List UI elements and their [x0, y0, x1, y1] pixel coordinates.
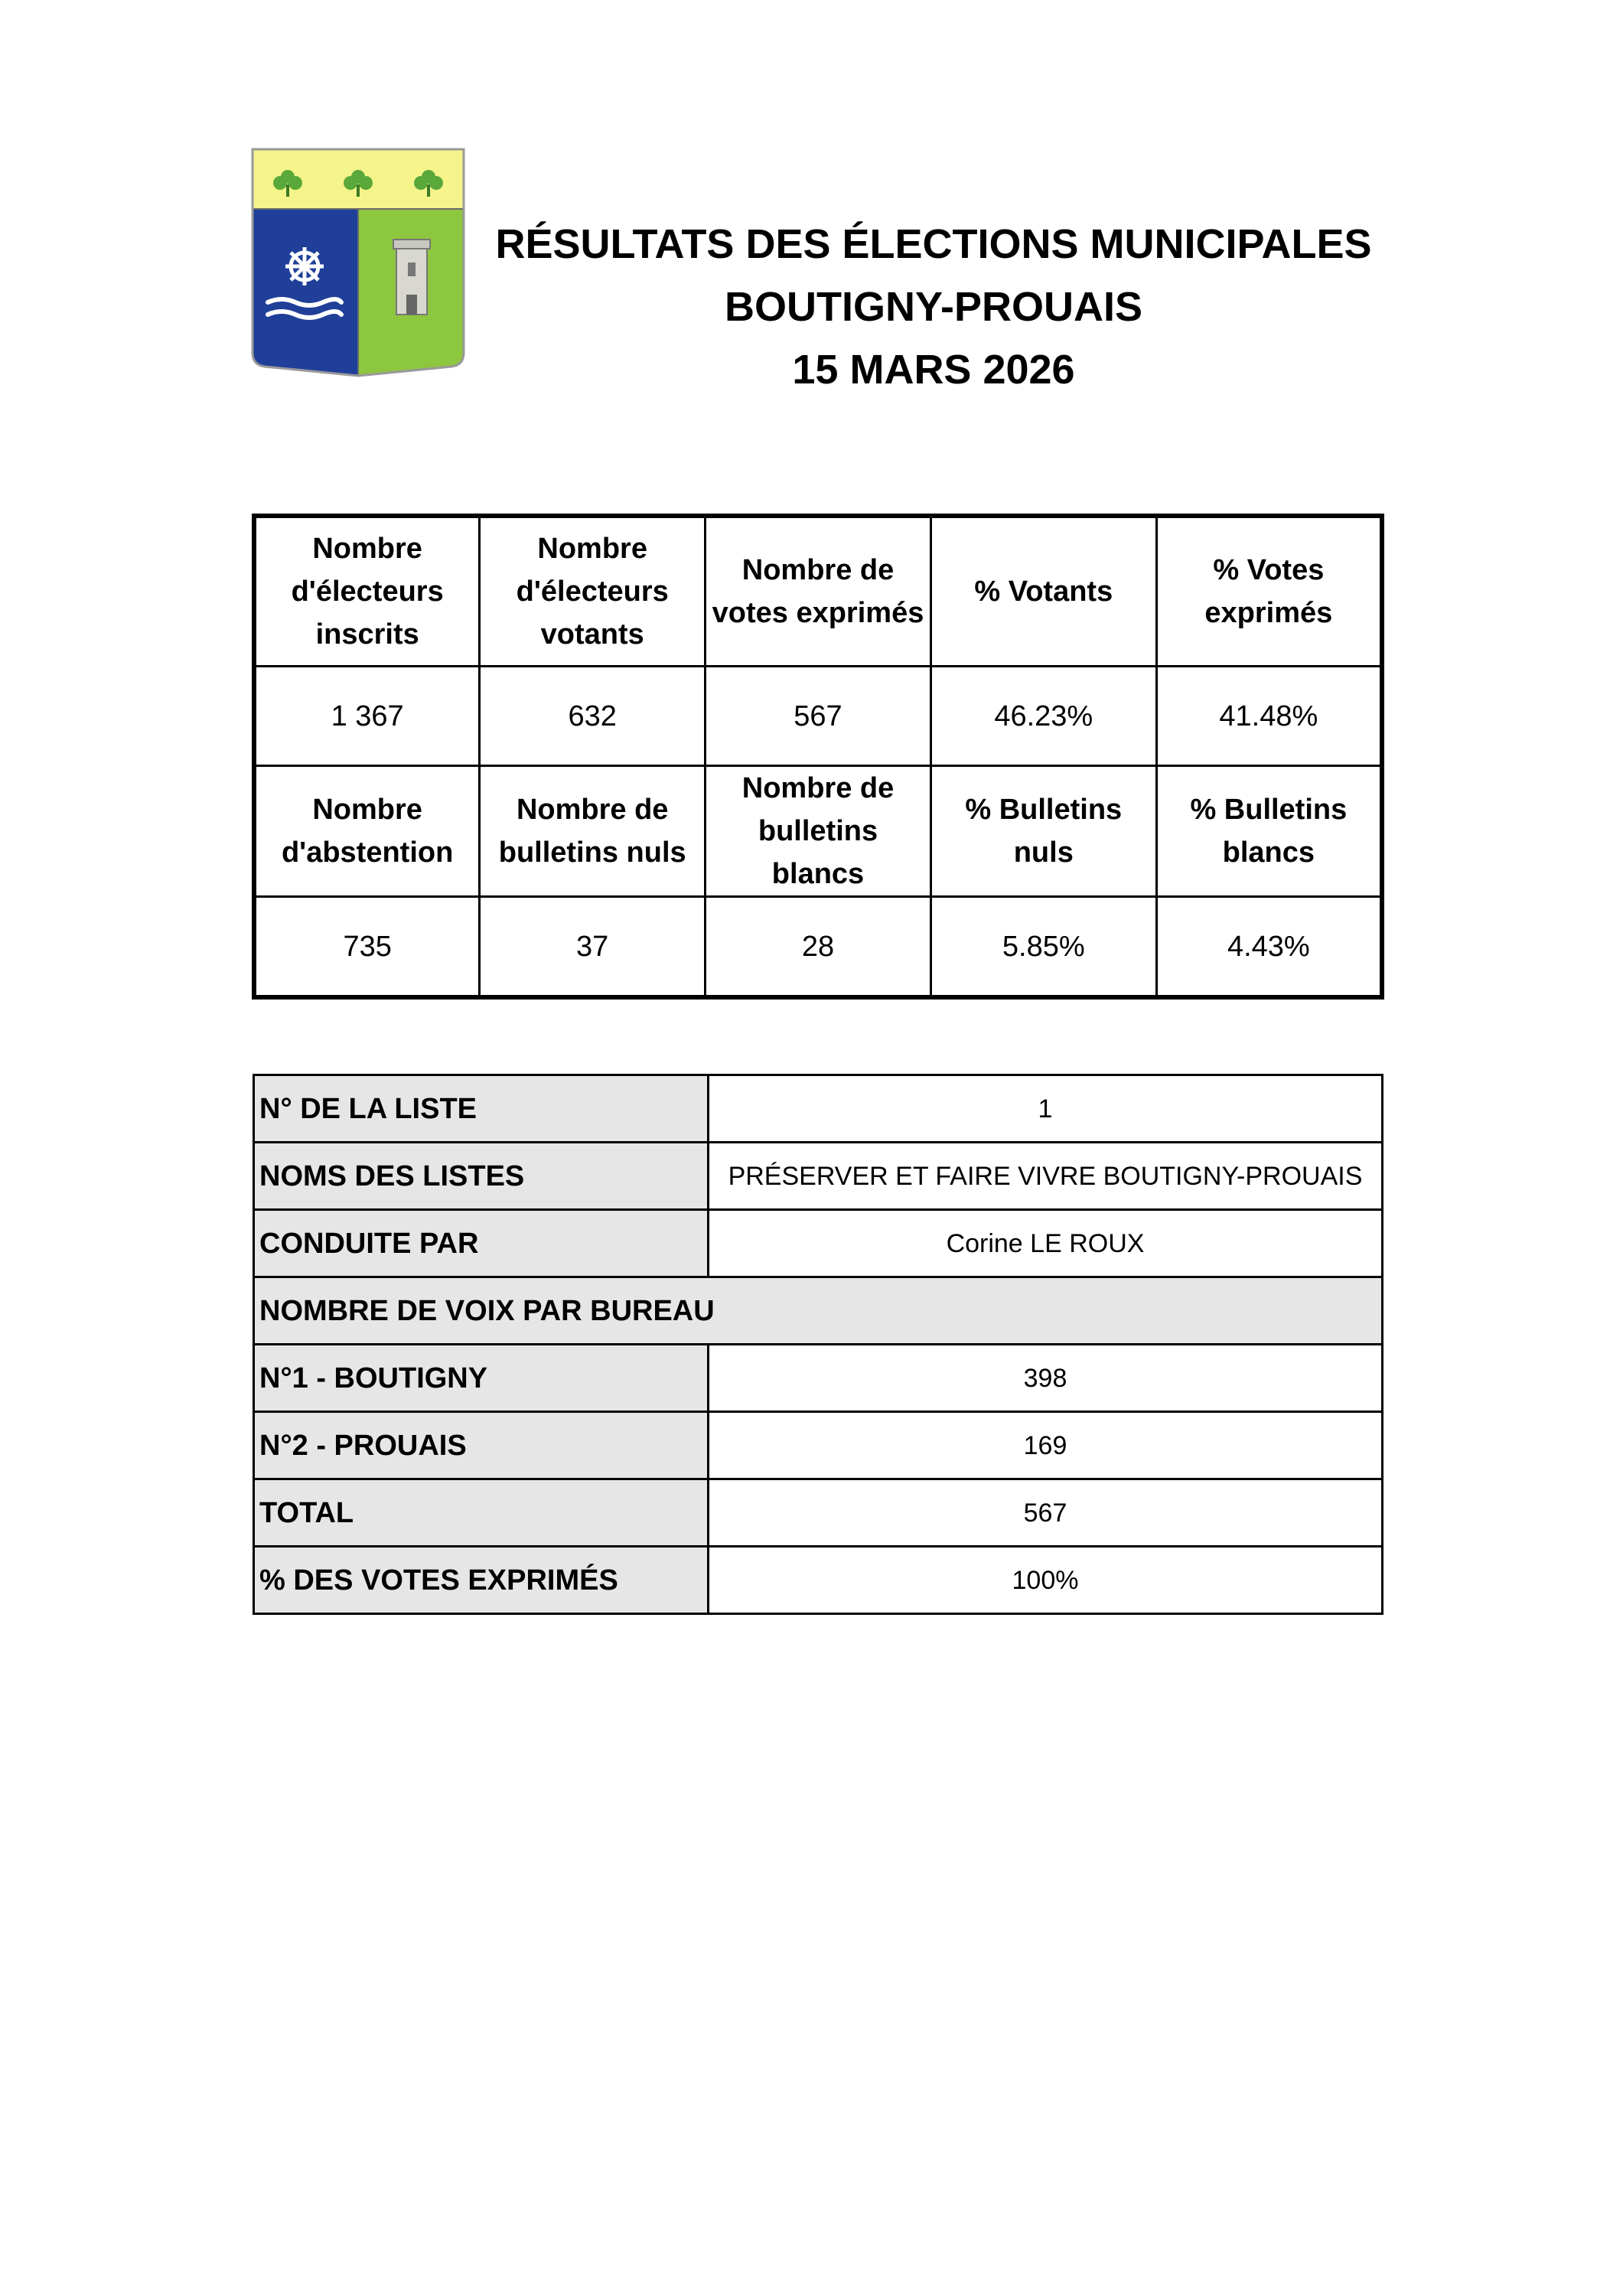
row-value: 1 — [709, 1075, 1383, 1143]
value-cell-abstention: 735 — [254, 897, 480, 998]
page-title — [474, 213, 1393, 401]
table-row — [254, 1412, 1383, 1479]
header-cell-pct-expressed: % Votes exprimés — [1156, 516, 1382, 667]
value-cell-null-ballots: 37 — [480, 897, 706, 998]
title-line: RÉSULTATS DES ÉLECTIONS MUNICIPALES — [495, 221, 1372, 267]
value-cell-expressed: 567 — [706, 667, 931, 766]
table-row — [254, 516, 1382, 667]
row-label: N°2 - PROUAIS — [254, 1412, 709, 1479]
table-row — [254, 1143, 1383, 1210]
table-row — [254, 897, 1382, 998]
header-cell-expressed: Nombre de votes exprimés — [706, 516, 931, 667]
row-label: TOTAL — [254, 1479, 709, 1547]
row-value: Corine LE ROUX — [709, 1210, 1383, 1277]
table-row — [254, 1479, 1383, 1547]
header-cell-pct-voters: % Votants — [930, 516, 1156, 667]
value-cell-pct-voters: 46.23% — [930, 667, 1156, 766]
table-row — [254, 667, 1382, 766]
row-value: 398 — [709, 1345, 1383, 1412]
table-row — [254, 1075, 1383, 1143]
row-label: CONDUITE PAR — [254, 1210, 709, 1277]
list-results-table — [253, 1074, 1383, 1615]
value-cell-pct-blank: 4.43% — [1156, 897, 1382, 998]
table-row — [254, 766, 1382, 897]
row-label: N°1 - BOUTIGNY — [254, 1345, 709, 1412]
section-label: NOMBRE DE VOIX PAR BUREAU — [254, 1277, 1383, 1345]
title-line: BOUTIGNY-PROUAIS — [724, 284, 1143, 330]
title-line: 15 MARS 2026 — [792, 347, 1075, 393]
row-value: 169 — [709, 1412, 1383, 1479]
coat-of-arms-logo — [251, 148, 465, 377]
value-cell-registered: 1 367 — [254, 667, 480, 766]
row-value: 567 — [709, 1479, 1383, 1547]
value-cell-blank-ballots: 28 — [706, 897, 931, 998]
value-cell-voters: 632 — [480, 667, 706, 766]
table-row — [254, 1345, 1383, 1412]
header-cell-pct-blank: % Bulletins blancs — [1156, 766, 1382, 897]
row-label: NOMS DES LISTES — [254, 1143, 709, 1210]
value-cell-pct-null: 5.85% — [930, 897, 1156, 998]
header-cell-registered: Nombre d'électeurs inscrits — [254, 516, 480, 667]
header-cell-pct-null: % Bulletins nuls — [930, 766, 1156, 897]
header-cell-blank-ballots: Nombre de bulletins blancs — [706, 766, 931, 897]
row-value: PRÉSERVER ET FAIRE VIVRE BOUTIGNY-PROUAIS — [709, 1143, 1383, 1210]
tower-icon — [393, 240, 430, 315]
header-cell-abstention: Nombre d'abstention — [254, 766, 480, 897]
table-row — [254, 1210, 1383, 1277]
header-cell-voters: Nombre d'électeurs votants — [480, 516, 706, 667]
row-label: % DES VOTES EXPRIMÉS — [254, 1547, 709, 1614]
mill-wheel-icon — [285, 247, 324, 285]
value-cell-pct-expressed: 41.48% — [1156, 667, 1382, 766]
table-row — [254, 1277, 1383, 1345]
row-label: N° DE LA LISTE — [254, 1075, 709, 1143]
election-stats-table — [252, 514, 1384, 1000]
row-value: 100% — [709, 1547, 1383, 1614]
header-cell-null-ballots: Nombre de bulletins nuls — [480, 766, 706, 897]
table-row — [254, 1547, 1383, 1614]
